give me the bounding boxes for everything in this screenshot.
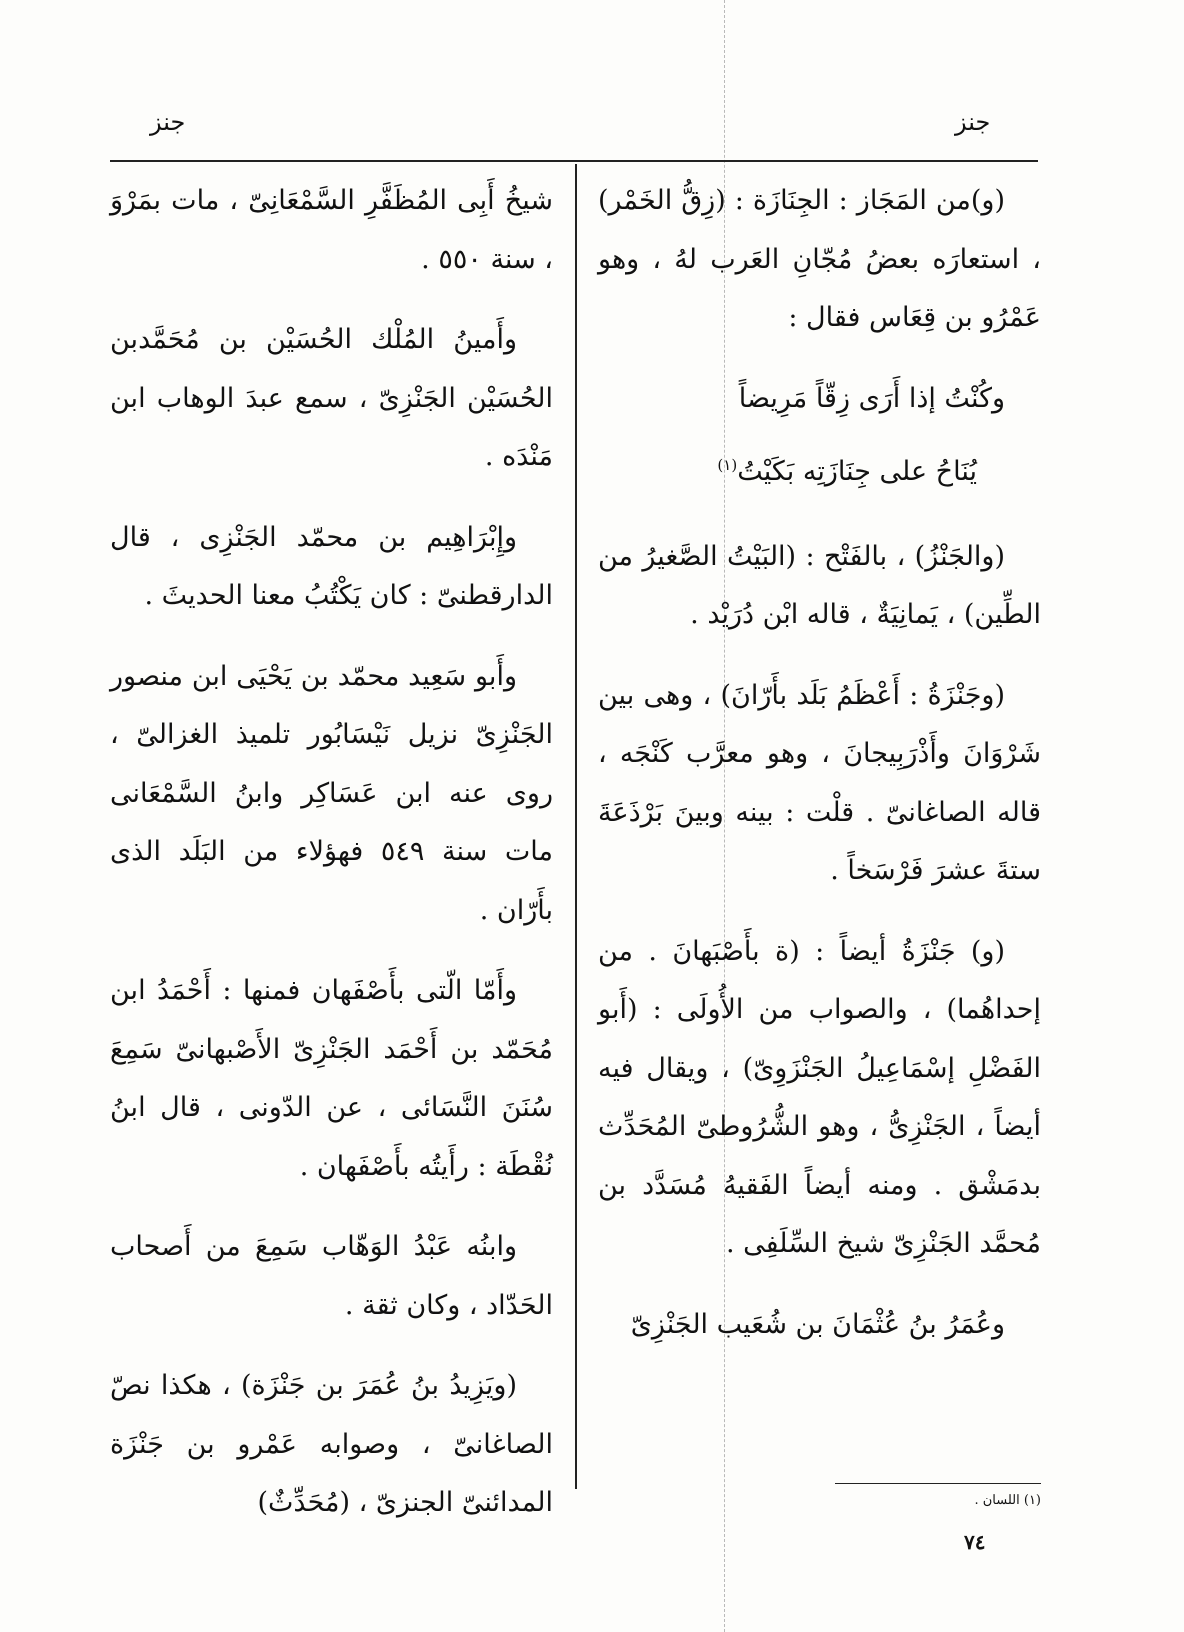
running-head-right: جنز bbox=[955, 108, 991, 136]
verse-line bbox=[598, 436, 1041, 502]
entry-paragraph: وعُمَرُ بنُ عُثْمَانَ بن شُعَيب الجَنْزِىّ bbox=[630, 1308, 1005, 1340]
entry-paragraph: (ويَزِيدُ بنُ عُمَرَ بن جَنْزَة) ، هكذا نصّ الصاغانىّ ، وصوابه عَمْرو بن جَنْزَة المدائنىّ الجنزىّ ، (مُحَدِّثٌ) bbox=[110, 1370, 553, 1518]
footnote-marker: (١) bbox=[717, 456, 738, 474]
entry-paragraph: (و) جَنْزَةُ أيضاً : (ة بأَصْبَهانَ . من إحداهُما) ، والصواب من الأُولَى : (أَبو الفَضْلِ إسْمَاعِيلُ الجَنْزَوِىّ) ، ويقال فيه أيضاً ، الجَنْزِىُّ ، وهو الشُّرُوطىّ المُحَدِّث بدمَشْق . ومنه أيضاً الفَقيهُ مُسَدَّد بن مُحمَّد الجَنْزِىّ شيخ السِّلَفِى . bbox=[598, 935, 1041, 1259]
right-column bbox=[598, 172, 1041, 1376]
entry-paragraph: شيخُ أَبِى المُظَفَّرِ السَّمْعَانِىّ ، مات بمَرْوَ ، سنة ٥٥٠ . bbox=[110, 185, 553, 275]
entry-paragraph: وأَمّا الّتى بأَصْفَهان فمنها : أَحْمَدُ ابن مُحَمّد بن أَحْمَد الجَنْزِىّ الأَصْبهانىّ سَمِعَ سُنَنَ النَّسَائى ، عن الدّونى ، قال ابنُ نُقْطَة : رأَيتُه بأَصْفَهان . bbox=[110, 975, 553, 1182]
entry-paragraph: (والجَنْزُ) ، بالفَتْح : (البَيْتُ الصَّغيرُ من الطِّين) ، يَمانِيَةٌ ، قاله ابْن دُرَيْد . bbox=[598, 540, 1041, 630]
entry-paragraph: (وجَنْزَةُ : أَعْظَمُ بَلَد بأَرّانَ) ، وهى بين شَرْوَانَ وأَذْرَبِيجانَ ، وهو معرَّب كَنْجَه ، قاله الصاغانىّ . قلْت : بينه وبينَ بَرْذَعَةَ ستةَ عشرَ فَرْسَخاً . bbox=[598, 679, 1041, 886]
entry-paragraph: وإِبْرَاهِيم بن محمّد الجَنْزِى ، قال الدارقطنىّ : كان يَكْتُبُ معنا الحديثَ . bbox=[110, 521, 553, 611]
footnote-rule bbox=[835, 1483, 1041, 1484]
verse-line bbox=[598, 370, 1041, 429]
verse-line-2: يُنَاحُ على جِنَازَتِه بَكَيْتُ bbox=[737, 456, 977, 487]
column-divider bbox=[575, 164, 577, 1489]
left-column bbox=[110, 172, 553, 1555]
entry-paragraph: وأَبو سَعِيد محمّد بن يَحْيَى ابن منصور الجَنْزِىّ نزيل نَيْسَابُور تلميذ الغزالىّ ، روى عنه ابن عَسَاكِر وابنُ السَّمْعَانى مات سنة ٥٤٩ فهؤلاء من البَلَد الذى بأَرّان . bbox=[110, 660, 553, 926]
entry-paragraph: وابنُه عَبْدُ الوَهّاب سَمِعَ من أَصحاب الحَدّاد ، وكان ثقة . bbox=[110, 1231, 553, 1321]
verse-line-1: وكُنْتُ إذا أَرَى زِقّاً مَرِيضاً bbox=[738, 382, 1005, 414]
header-rule bbox=[110, 160, 1038, 162]
entry-paragraph: (و)من المَجَاز : الجِنَازَة : (زِقُّ الخَمْر) ، استعارَه بعضُ مُجّانِ العَرب لهُ ، وهو عَمْرُو بن قِعَاس فقال : bbox=[598, 185, 1041, 333]
page-number: ٧٤ bbox=[964, 1530, 986, 1554]
running-head-left: جنز bbox=[150, 108, 186, 136]
footnote: (١) اللسان . bbox=[974, 1493, 1041, 1508]
entry-paragraph: وأَمينُ المُلْك الحُسَيْن بن مُحَمَّدبن الحُسَيْن الجَنْزِىّ ، سمع عبدَ الوهاب ابن مَنْدَه . bbox=[110, 324, 553, 472]
